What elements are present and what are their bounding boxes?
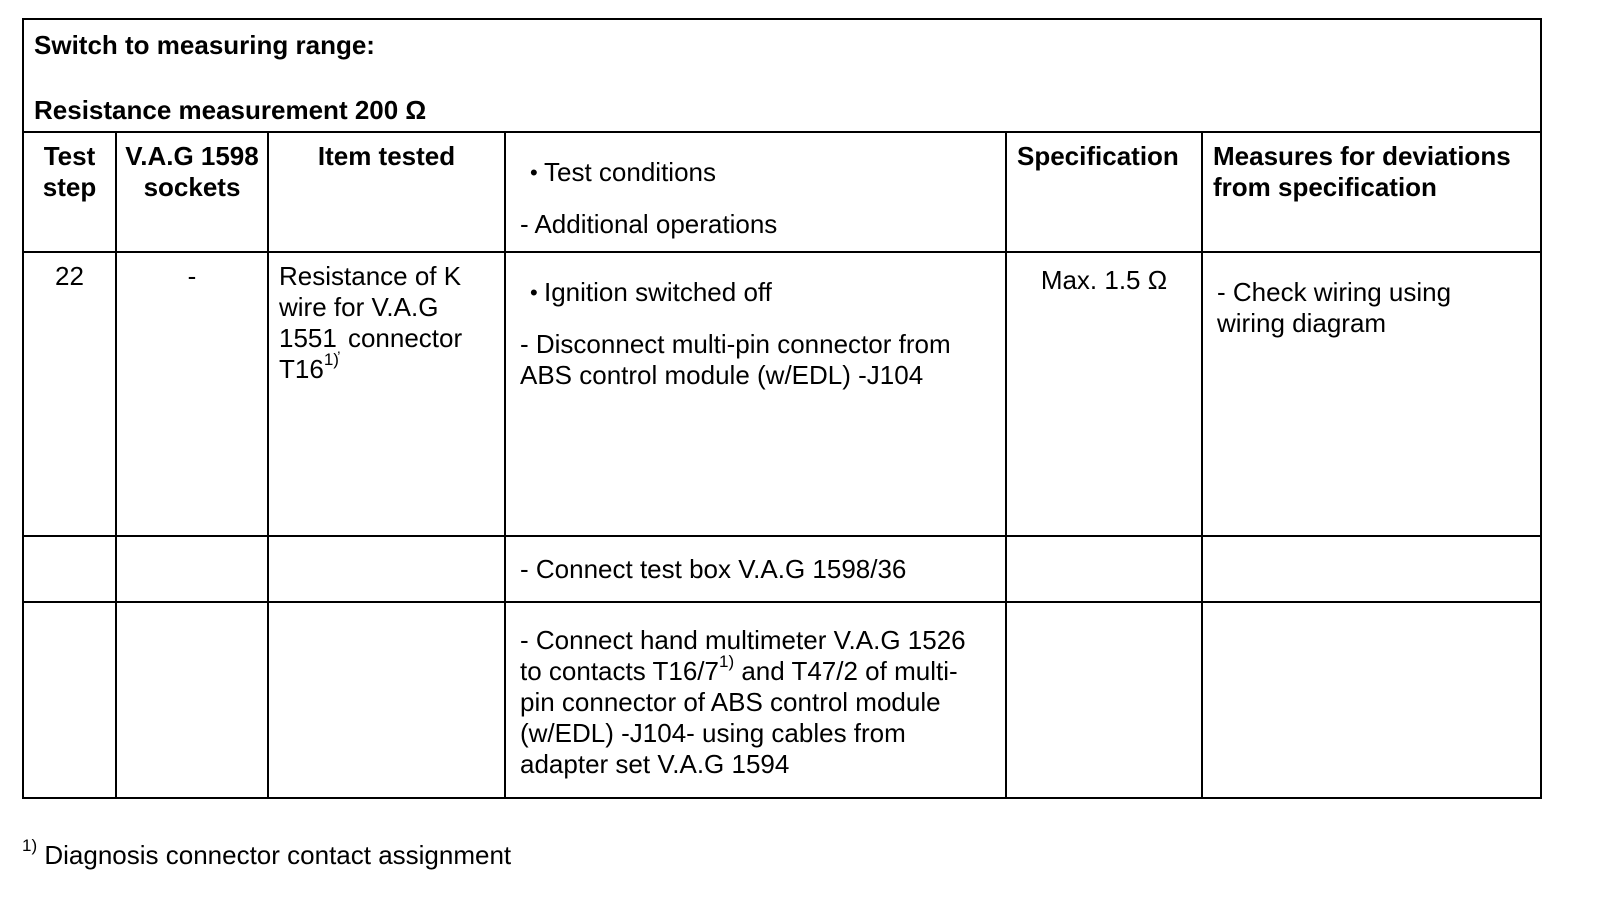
operation-text: - Connect test box V.A.G 1598/36 — [520, 553, 907, 584]
condition-line: • Ignition switched off — [530, 277, 772, 307]
footnote-mark: 1) — [22, 836, 38, 856]
table-row — [23, 602, 1541, 798]
table-row — [23, 536, 1541, 602]
header-measures: Measures for deviations from specification — [1202, 132, 1541, 252]
bullet-icon: • — [530, 160, 538, 185]
measures-cell: - Check wiring using wiring diagram — [1202, 252, 1541, 536]
sockets-cell: - — [116, 252, 268, 536]
resistance-range-label: Resistance measurement 200 Ω — [34, 95, 427, 125]
operation-cell — [505, 536, 1006, 602]
measuring-range-cell — [23, 19, 1541, 132]
header-item-tested: Item tested — [268, 132, 505, 252]
header-conditions — [505, 132, 1006, 252]
operation-cell: - Connect hand multimeter V.A.G 1526 to contacts T16/7$^{1)}$ and T47/2 of multi-pin connector of ABS control module (w/EDL) -J104- using cables from adapter set V.A.G 1594 — [505, 602, 1006, 798]
header-test-conditions: • Test conditions — [530, 157, 716, 187]
conditions-cell — [505, 252, 1006, 536]
table-row — [23, 252, 1541, 536]
header-specification: Specification — [1006, 132, 1202, 252]
header-sockets: V.A.G 1598 sockets — [116, 132, 268, 252]
measuring-range-label: Switch to measuring range: — [34, 30, 375, 60]
test-step-cell: 22 — [23, 252, 116, 536]
item-tested-cell: Resistance of K wire for V.A.G $1551_,$ connector T16$^{1)}$ — [268, 252, 505, 536]
header-test-step: Test step — [23, 132, 116, 252]
bullet-icon: • — [530, 280, 538, 305]
operation-text: - Disconnect multi-pin connector from ABS control module (w/EDL) -J104 — [520, 329, 951, 390]
footnote-text: Diagnosis connector contact assignment — [37, 840, 512, 870]
header-additional-operations: - Additional operations — [520, 209, 778, 239]
specification-cell: Max. 1.5 Ω — [1006, 252, 1202, 536]
test-table — [22, 18, 1542, 799]
footnote — [22, 836, 512, 871]
header-row — [23, 132, 1541, 252]
